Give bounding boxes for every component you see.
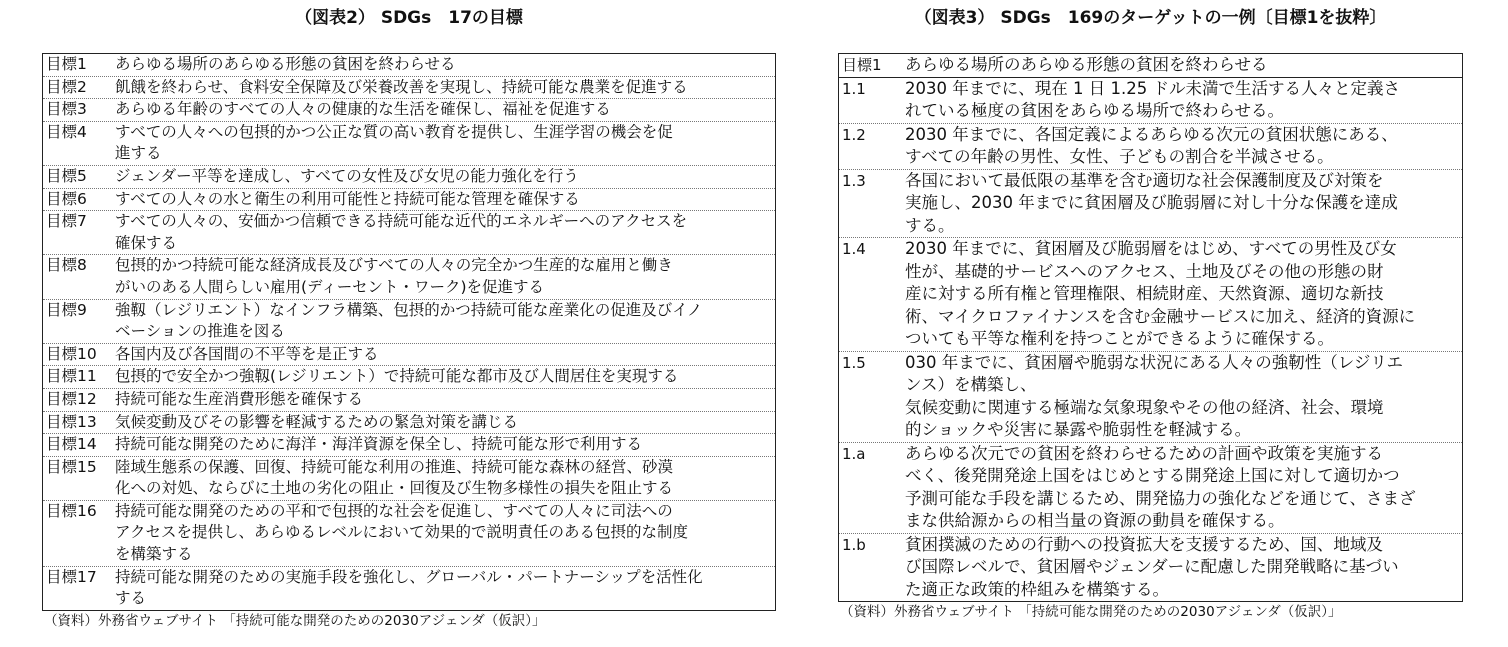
text-line: び国際レベルで、貧困層やジェンダーに配慮した開発戦略に基づい [905,557,1399,576]
table-row [43,343,775,366]
table-row [43,254,775,298]
row-label: 目標12 [46,389,97,408]
text-line: ジェンダー平等を達成し、すべての女性及び女児の能力強化を行う [115,166,579,185]
row-label: 目標6 [46,189,87,208]
row-text [905,54,1462,77]
row-label: 1.4 [842,240,866,258]
row-text [905,170,1462,238]
text-line: べく、後発開発途上国をはじめとする開発途上国に対して適切かつ [905,466,1400,485]
row-text [115,54,775,76]
row-text [115,567,775,610]
table-row [43,566,775,610]
text-line: する。 [905,215,955,235]
table-row [43,299,775,343]
table-row [43,500,775,566]
source-note: （資料）外務省ウェブサイト 「持続可能な開発のための2030アジェンダ（仮訳）」 [44,612,546,629]
table-row [43,456,775,500]
text-line: あらゆる次元での貧困を終わらせるための計画や政策を実施する [905,443,1384,463]
table-row [43,54,775,76]
text-line: あらゆる場所のあらゆる形態の貧困を終わらせる [115,55,456,73]
table-row [43,121,775,165]
row-text [905,238,1462,351]
row-text [115,300,775,343]
text-line: 術、マイクロファイナンスを含む金融サービスに加え、経済的資源に [905,306,1416,326]
row-text [115,189,775,211]
figure-title: （図表3） SDGs 169のターゲットの一例〔目標1を抜粋〕 [914,8,1387,28]
table-row [839,351,1462,442]
text-line: あらゆる場所のあらゆる形態の貧困を終わらせる [905,55,1268,74]
text-line: 持続可能な生産消費形態を確保する [115,389,364,408]
table-row [839,442,1462,533]
table-row [43,76,775,99]
sdgs-17-goals-figure [42,0,776,630]
row-text [905,124,1462,169]
text-line: 各国において最低限の基準を含む適切な社会保護制度及び対策を [905,170,1384,190]
table-row [839,54,1462,77]
text-line: 化への対処、ならびに土地の劣化の阻止・回復及び生物多様性の損失を阻止する [115,479,674,498]
text-line: すべての年齢の男性、女性、子どもの割合を半減させる。 [905,147,1334,166]
text-line: 2030 年までに、現在 1 日 1.25 ドル未満で生活する人々と定義さ [905,78,1400,98]
row-label: 目標11 [46,367,97,386]
table-row [43,411,775,434]
text-line: 各国内及び各国間の不平等を是正する [115,344,379,363]
row-text [905,352,1462,442]
table-row [43,98,775,121]
text-line: た適正な政策的枠組みを構築する。 [905,579,1169,599]
row-text [115,122,775,165]
table-row [43,165,775,188]
text-line: 気候変動に関連する極端な気象現象やその他の経済、社会、環境 [905,397,1384,417]
table-row [43,388,775,411]
row-text [115,366,775,388]
row-label: 目標15 [46,457,97,476]
table-row [43,188,775,211]
text-line: 性が、基礎的サービスへのアクセス、土地及びその他の形態の財 [905,261,1384,281]
row-label: 1.3 [842,171,866,190]
row-text [115,166,775,188]
text-line: 的ショックや災害に暴露や脆弱性を軽減する。 [905,420,1252,439]
text-line: 確保する [115,233,178,252]
row-label: 目標4 [46,122,87,141]
table-row [839,77,1462,123]
text-line: すべての人々への包摂的かつ公正な質の高い教育を提供し、生涯学習の機会を促 [115,122,673,141]
table-row [839,169,1462,238]
table-row [839,533,1462,602]
targets-table [838,53,1463,602]
text-line: ンス）を構築し、 [905,375,1037,394]
table-row [839,237,1462,351]
row-label: 1.a [842,444,866,463]
text-line: アクセスを提供し、あらゆるレベルにおいて効果的で説明責任のある包摂的な制度 [115,523,689,542]
text-line: 2030 年までに、貧困層及び脆弱層をはじめ、すべての男性及び女 [905,239,1397,258]
table-row [839,123,1462,169]
row-label: 目標14 [46,435,97,454]
text-line: 進する [115,144,162,163]
text-line: れている極度の貧困をあらゆる場所で終わらせる。 [905,101,1285,120]
figure-title: （図表2） SDGs 17の目標 [295,8,523,28]
text-line: 持続可能な開発のための平和で包摂的な社会を促進し、すべての人々に司法への [115,501,673,520]
row-text [905,534,1462,602]
row-label: 目標10 [46,344,97,363]
row-label: 目標2 [46,77,87,96]
text-line: 持続可能な開発のための実施手段を強化し、グローバル・パートナーシップを活性化 [115,567,703,586]
text-line: まな供給源からの相当量の資源の動員を確保する。 [905,511,1285,530]
text-line: 030 年までに、貧困層や脆弱な状況にある人々の強靭性（レジリエ [905,352,1403,372]
text-line: 2030 年までに、各国定義によるあらゆる次元の貧困状態にある、 [905,124,1398,144]
row-text [115,344,775,366]
text-line: すべての人々の、安価かつ信頼できる持続可能な近代的エネルギーへのアクセスを [115,212,688,231]
text-line: を構築する [115,545,193,564]
row-label: 目標1 [46,55,87,73]
text-line: 包摂的で安全かつ強靱(レジリエント）で持続可能な都市及び人間居住を実現する [115,367,679,386]
row-text [115,77,775,99]
row-label: 1.b [842,535,866,554]
text-line: ベーションの推進を図る [115,322,285,341]
text-line: 気候変動及びその影響を軽減するための緊急対策を講じる [115,412,519,431]
text-line: 産に対する所有権と管理権限、相続財産、天然資源、適切な新技 [905,284,1384,303]
row-text [115,255,775,298]
text-line: 陸域生態系の保護、回復、持続可能な利用の推進、持続可能な森林の経営、砂漠 [115,457,674,476]
text-line: する [115,589,147,608]
sdgs-169-targets-figure [838,0,1463,621]
source-note: （資料）外務省ウェブサイト 「持続可能な開発のための2030アジェンダ（仮訳）」 [840,604,1342,620]
row-text [115,99,775,121]
row-label: 目標7 [46,212,87,231]
table-row [43,210,775,254]
row-label: 目標3 [46,100,87,119]
goals-table [42,53,776,611]
text-line: 持続可能な開発のために海洋・海洋資源を保全し、持続可能な形で利用する [115,435,643,454]
text-line: 予測可能な手段を講じるため、開発協力の強化などを通じて、さまざ [905,488,1416,508]
row-label: 1.5 [842,353,866,372]
row-label: 1.2 [842,125,866,144]
text-line: 貧困撲滅のための行動への投資拡大を支援するため、国、地域及 [905,534,1383,554]
row-label: 目標9 [46,300,87,319]
row-label: 1.1 [842,79,866,98]
row-text [115,457,775,500]
row-label: 目標1 [842,56,882,74]
text-line: すべての人々の水と衛生の利用可能性と持続可能な管理を確保する [115,189,580,208]
text-line: 飢餓を終わらせ、食料安全保障及び栄養改善を実現し、持続可能な農業を促進する [115,77,688,96]
text-line: 包摂的かつ持続可能な経済成長及びすべての人々の完全かつ生産的な雇用と働き [115,256,673,275]
text-line: ついても平等な権利を持つことができるように確保する。 [905,329,1334,348]
row-text [115,412,775,434]
text-line: あらゆる年齢のすべての人々の健康的な生活を確保し、福祉を促進する [115,100,611,119]
table-row [43,365,775,388]
row-text [115,434,775,456]
row-label: 目標13 [46,412,97,431]
row-text [905,443,1462,533]
text-line: がいのある人間らしい雇用(ディーセント・ワーク)を促進する [115,277,545,296]
row-text [115,501,775,566]
row-label: 目標5 [46,166,87,185]
text-line: 強靱（レジリエント）なインフラ構築、包摂的かつ持続可能な産業化の促進及びイノ [115,300,703,319]
row-text [905,78,1462,123]
row-label: 目標16 [46,501,97,520]
row-text [115,389,775,411]
row-label: 目標8 [46,256,87,275]
table-row [43,433,775,456]
text-line: 実施し、2030 年までに貧困層及び脆弱層に対し十分な保護を達成 [905,193,1398,212]
row-label: 目標17 [46,567,97,586]
row-text [115,211,775,254]
